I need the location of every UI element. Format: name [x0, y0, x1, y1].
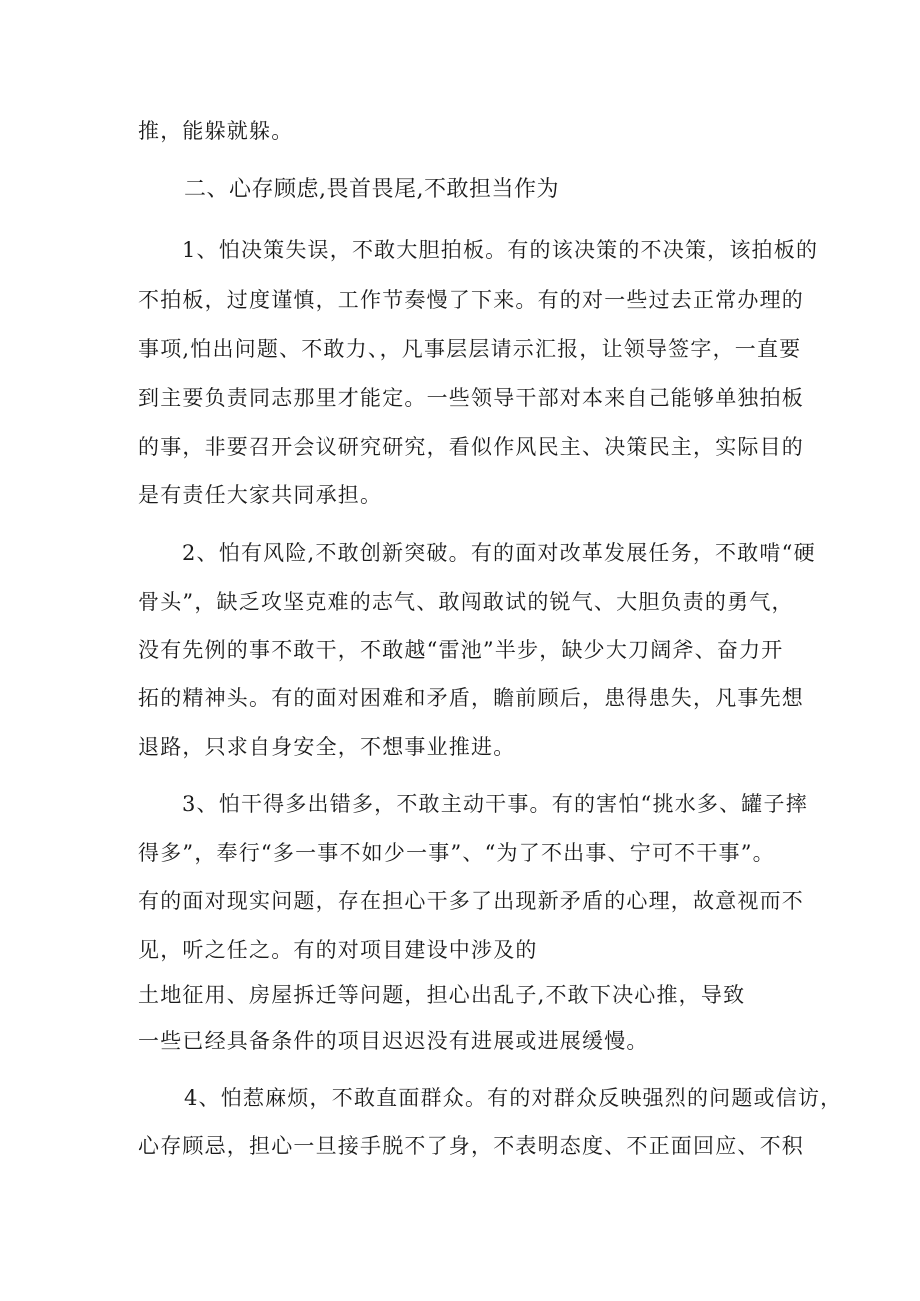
text-line: 是有责任大家共同承担。: [138, 483, 383, 507]
text-line: 没有先例的事不敢干，不敢越“雷池”半步，缺少大刀阔斧、奋力开: [138, 638, 784, 662]
text-line: 到主要负责同志那里才能定。一些领导干部对本来自己能够单独拍板: [138, 386, 804, 410]
text-line: 2、怕有风险,不敢创新突破。有的面对改革发展任务，不敢啃“硬: [182, 541, 816, 565]
text-line: 1、怕决策失误，不敢大胆拍板。有的该决策的不决策，该拍板的: [182, 238, 819, 262]
text-line: 见，听之任之。有的对项目建设中涉及的: [138, 938, 538, 962]
text-line: 的事，非要召开会议研究研究，看似作风民主、决策民主，实际目的: [138, 435, 804, 459]
text-line: 骨头”，缺乏攻坚克难的志气、敢闯敢试的锐气、大胆负责的勇气，: [138, 590, 794, 614]
text-line: 退路，只求自身安全，不想事业推进。: [138, 735, 516, 759]
text-line: 拓的精神头。有的面对困难和矛盾，瞻前顾后，患得患失，凡事先想: [138, 686, 804, 710]
text-line: 事项,怕出问题、不敢力、，凡事层层请示汇报，让领导签字，一直要: [138, 337, 802, 361]
text-line: 不拍板，过度谨慎，工作节奏慢了下来。有的对一些过去正常办理的: [138, 288, 804, 312]
text-line: 得多”，奉行“多一事不如少一事”、“为了不出事、宁可不干事”。: [138, 841, 775, 865]
text-line: 一些已经具备条件的项目迟迟没有进展或进展缓慢。: [138, 1029, 649, 1053]
text-line: 推，能躲就躲。: [138, 119, 294, 143]
text-line: 4、怕惹麻烦，不敢直面群众。有的对群众反映强烈的问题或信访，: [184, 1086, 843, 1110]
text-line: 土地征用、房屋拆迁等问题，担心出乱子,不敢下决心推，导致: [138, 983, 746, 1007]
text-line: 心存顾忌，担心一旦接手脱不了身，不表明态度、不正面回应、不积: [138, 1134, 804, 1158]
section-heading: 二、心存顾虑,畏首畏尾,不敢担当作为: [184, 177, 559, 202]
text-line: 有的面对现实问题，存在担心干多了出现新矛盾的心理，故意视而不: [138, 889, 804, 913]
text-line: 3、怕干得多出错多，不敢主动干事。有的害怕“挑水多、罐子摔: [182, 792, 808, 816]
